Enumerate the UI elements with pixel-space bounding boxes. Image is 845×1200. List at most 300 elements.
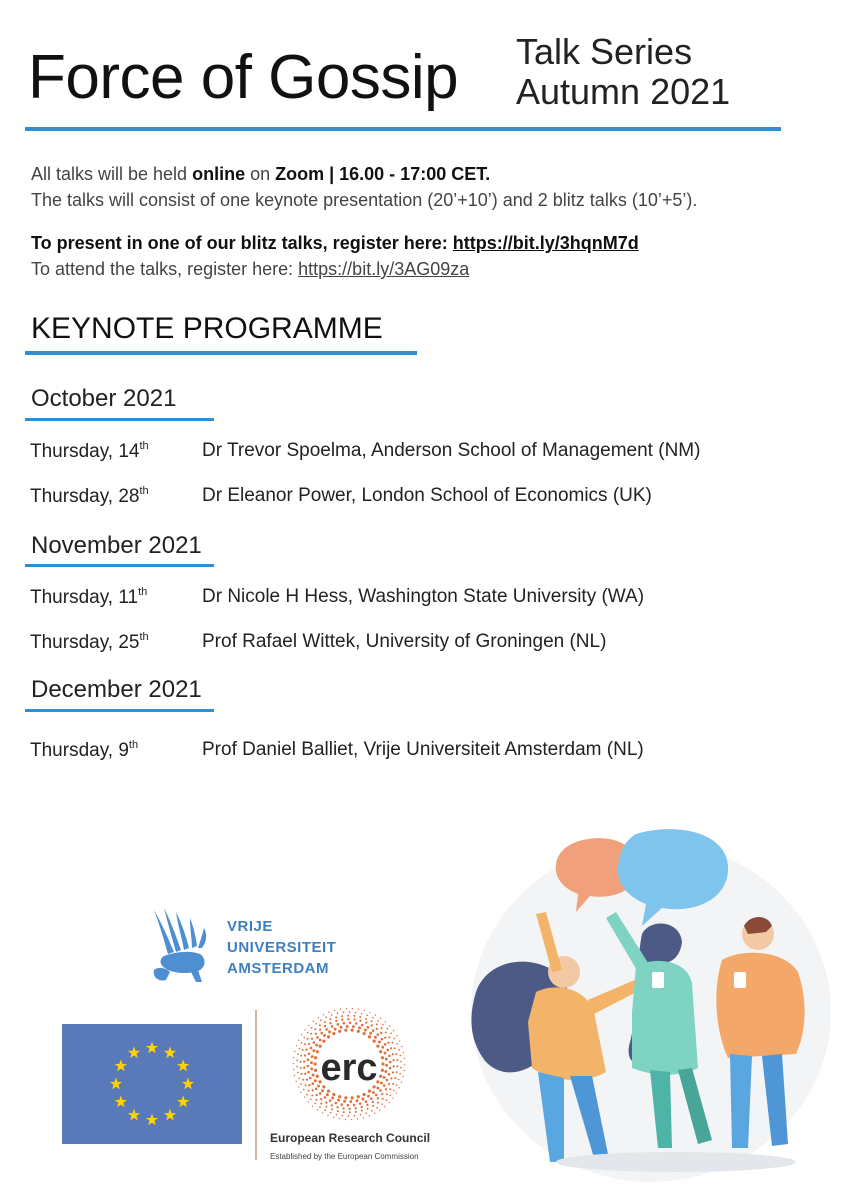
erc-dot	[390, 1033, 392, 1035]
erc-dot	[377, 1097, 379, 1099]
erc-dot	[296, 1060, 298, 1062]
erc-dot	[294, 1051, 295, 1052]
erc-dot	[385, 1032, 387, 1034]
erc-dot	[388, 1083, 390, 1085]
erc-dot	[367, 1108, 369, 1110]
erc-dot	[336, 1114, 338, 1116]
erc-dot	[358, 1009, 359, 1010]
erc-dot	[307, 1065, 310, 1068]
erc-dot	[335, 1020, 337, 1022]
erc-dot	[346, 1025, 349, 1028]
info-zoom-time: Zoom | 16.00 - 17:00 CET.	[275, 164, 491, 184]
series-line-1: Talk Series	[516, 31, 693, 72]
erc-dot	[383, 1076, 386, 1079]
vu-logo-text	[227, 916, 336, 979]
erc-dot	[359, 1102, 362, 1105]
erc-dot	[340, 1008, 341, 1009]
erc-dot	[308, 1101, 309, 1102]
erc-dot	[396, 1059, 398, 1061]
erc-dot	[391, 1042, 393, 1044]
erc-dot	[379, 1089, 382, 1092]
erc-dot	[293, 1057, 294, 1058]
erc-dot	[368, 1035, 371, 1038]
erc-dot	[377, 1020, 379, 1022]
erc-dot	[382, 1024, 384, 1026]
erc-dot	[349, 1111, 351, 1113]
erc-dot	[314, 1069, 317, 1072]
erc-dot	[349, 1022, 352, 1025]
erc-dot	[385, 1088, 387, 1090]
erc-dot	[374, 1113, 375, 1114]
erc-dot	[386, 1049, 389, 1052]
erc-dot	[369, 1032, 372, 1035]
present-register-link[interactable]: https://bit.ly/3hqnM7d	[452, 233, 639, 253]
erc-dot	[343, 1111, 345, 1113]
erc-dot	[344, 1029, 347, 1032]
talk-speaker: Dr Trevor Spoelma, Anderson School of Management (NM)	[202, 440, 701, 461]
erc-dot	[392, 1083, 394, 1085]
erc-dot	[368, 1090, 371, 1093]
erc-dot	[384, 1043, 387, 1046]
erc-dot	[324, 1109, 326, 1111]
erc-dot	[354, 1115, 356, 1117]
erc-dot	[317, 1017, 318, 1018]
erc-dot	[332, 1093, 335, 1096]
info-online: online	[192, 164, 246, 184]
erc-dot	[387, 1042, 389, 1044]
erc-dot	[393, 1059, 395, 1061]
erc-dot	[296, 1066, 298, 1068]
erc-dot	[301, 1034, 302, 1035]
erc-dot	[347, 1104, 350, 1107]
erc-dot	[307, 1071, 310, 1074]
erc-dot	[332, 1032, 335, 1035]
erc-dot	[337, 1012, 339, 1014]
talk-speaker: Dr Nicole H Hess, Washington State University (WA)	[202, 586, 645, 607]
erc-dot	[393, 1065, 395, 1067]
erc-dot	[349, 1100, 352, 1103]
vu-line: AMSTERDAM	[227, 960, 329, 977]
erc-dot	[309, 1077, 312, 1080]
erc-dot	[396, 1071, 398, 1073]
erc-dot	[363, 1117, 364, 1118]
erc-dot	[394, 1047, 396, 1049]
erc-dot	[302, 1079, 304, 1081]
erc-dot	[404, 1064, 405, 1065]
erc-dot	[304, 1073, 306, 1075]
erc-dot	[300, 1092, 301, 1093]
erc-dot	[297, 1072, 299, 1074]
erc-dot	[364, 1010, 365, 1011]
erc-dot	[384, 1106, 385, 1107]
erc-dot	[308, 1052, 311, 1055]
erc-dot	[308, 1084, 310, 1086]
erc-dot	[367, 1095, 370, 1098]
erc-dot	[306, 1094, 308, 1096]
erc-dot	[396, 1035, 397, 1036]
erc-dot	[352, 1025, 355, 1028]
present-register-text: To present in one of our blitz talks, register here:	[31, 233, 453, 253]
erc-dot	[337, 1110, 339, 1112]
erc-dot	[319, 1029, 321, 1031]
erc-dot	[313, 1062, 316, 1065]
erc-dot	[400, 1061, 402, 1063]
erc-dot	[351, 1029, 354, 1032]
erc-dot	[348, 1115, 350, 1117]
erc-dot	[388, 1073, 391, 1076]
erc-dot	[363, 1093, 366, 1096]
info-text: on	[245, 164, 276, 184]
page-title: Force of Gossip	[28, 43, 459, 112]
erc-dot	[312, 1049, 315, 1052]
erc-dot	[303, 1089, 305, 1091]
erc-dot	[337, 1023, 340, 1026]
erc-dot	[315, 1099, 317, 1101]
erc-dot	[342, 1115, 344, 1117]
erc-dot	[392, 1097, 393, 1098]
erc-dot	[331, 1096, 334, 1099]
erc-dot	[327, 1090, 330, 1093]
erc-dot	[300, 1067, 302, 1069]
erc-dot	[399, 1040, 400, 1041]
erc-dot	[312, 1082, 315, 1085]
eu-flag-icon	[62, 1024, 242, 1144]
erc-dot	[374, 1036, 377, 1039]
erc-dot	[375, 1014, 376, 1015]
erc-dot	[301, 1042, 303, 1044]
erc-dot	[400, 1067, 402, 1069]
erc-dot	[351, 1096, 354, 1099]
erc-dot	[335, 1102, 338, 1105]
erc-dot	[329, 1018, 331, 1020]
erc-dot	[396, 1043, 398, 1045]
erc-dot	[298, 1086, 299, 1087]
programme-underline	[25, 351, 417, 355]
coffee-cup-icon	[734, 972, 746, 988]
erc-dot	[380, 1018, 381, 1019]
erc-dot	[298, 1040, 299, 1041]
erc-dot	[326, 1093, 329, 1096]
erc-dot	[392, 1071, 394, 1073]
erc-dot	[349, 1011, 351, 1013]
talk-speaker: Prof Rafael Wittek, University of Groningen (NL)	[202, 631, 607, 652]
erc-dot	[381, 1093, 383, 1095]
erc-dot	[343, 1100, 346, 1103]
attend-register-text: To attend the talks, register here:	[31, 259, 299, 279]
erc-dot	[355, 1012, 357, 1014]
erc-dot	[328, 1011, 329, 1012]
erc-dot	[373, 1039, 376, 1042]
erc-dot	[334, 1010, 335, 1011]
erc-dot	[311, 1038, 313, 1040]
month-underline	[25, 564, 214, 567]
erc-dot	[329, 1022, 331, 1024]
erc-dot	[303, 1060, 305, 1062]
erc-dot	[331, 1108, 333, 1110]
erc-dot	[310, 1098, 312, 1100]
erc-dot	[389, 1067, 392, 1070]
erc-dot	[341, 1103, 344, 1106]
erc-dot	[324, 1021, 326, 1023]
vu-line: UNIVERSITEIT	[227, 939, 337, 956]
erc-dot	[370, 1097, 373, 1100]
erc-dot	[342, 1107, 344, 1109]
erc-dot	[310, 1033, 312, 1035]
month-heading-october: October 2021	[31, 385, 177, 412]
erc-dot	[388, 1055, 391, 1058]
erc-dot	[316, 1075, 319, 1078]
erc-dot	[376, 1107, 378, 1109]
erc-dot	[333, 1117, 334, 1118]
erc-dot	[361, 1106, 363, 1108]
erc-dot	[327, 1035, 330, 1038]
erc-dot	[306, 1078, 308, 1080]
erc-dot	[353, 1104, 356, 1107]
erc-dot	[378, 1041, 381, 1044]
erc-dot	[340, 1026, 343, 1029]
erc-dot	[389, 1061, 392, 1064]
erc-dot	[297, 1054, 299, 1056]
erc-dot	[404, 1070, 405, 1071]
erc-dot	[390, 1077, 392, 1079]
erc-dot	[396, 1084, 398, 1086]
erc-dot	[359, 1016, 361, 1018]
erc-dot	[325, 1101, 327, 1103]
erc-dot	[381, 1038, 384, 1041]
erc-dot	[307, 1032, 309, 1034]
erc-dot	[312, 1105, 313, 1106]
attend-register-link[interactable]: https://bit.ly/3AG09za	[298, 259, 470, 279]
people-chatting-illustration	[466, 822, 836, 1182]
erc-dot	[384, 1036, 386, 1038]
erc-dot	[401, 1046, 402, 1047]
erc-dot	[314, 1028, 316, 1030]
erc-dot	[303, 1037, 305, 1039]
erc-dot	[310, 1067, 313, 1070]
erc-dot	[355, 1022, 358, 1025]
erc-dot	[358, 1026, 361, 1029]
erc-dot	[404, 1058, 405, 1059]
erc-dot	[319, 1092, 322, 1095]
erc-dot	[319, 1038, 322, 1041]
erc-dot	[314, 1079, 317, 1082]
erc-dot	[371, 1020, 373, 1022]
erc-dot	[382, 1098, 384, 1100]
erc-dot	[381, 1062, 384, 1065]
erc-dot	[385, 1058, 388, 1061]
erc-dot	[381, 1046, 384, 1049]
erc-dot	[315, 1033, 317, 1035]
erc-dot	[294, 1075, 295, 1076]
erc-dot	[379, 1075, 382, 1078]
erc-dot	[299, 1048, 301, 1050]
erc-dot	[357, 1030, 360, 1033]
erc-dot	[323, 1014, 324, 1015]
erc-dot	[321, 1089, 324, 1092]
erc-dot	[399, 1073, 401, 1075]
erc-dot	[357, 1118, 358, 1119]
erc-dot	[325, 1016, 327, 1018]
erc-dot	[399, 1055, 401, 1057]
erc-dot	[293, 1063, 294, 1064]
erc-dot	[347, 1018, 349, 1020]
erc-dot	[377, 1033, 380, 1036]
erc-dot	[361, 1013, 363, 1015]
month-underline	[25, 418, 214, 421]
erc-dot	[322, 1112, 323, 1113]
erc-dot	[302, 1049, 304, 1051]
erc-dot	[369, 1012, 370, 1013]
erc-dot	[310, 1061, 313, 1064]
coffee-cup-icon	[652, 972, 664, 988]
erc-dot	[304, 1029, 305, 1030]
erc-dot	[388, 1102, 389, 1103]
erc-dot	[381, 1056, 384, 1059]
erc-dot	[324, 1096, 327, 1099]
info-line-2: The talks will consist of one keynote presentation (20’+10’) and 2 blitz talks (10’+5’).	[31, 190, 698, 210]
erc-dot	[295, 1081, 296, 1082]
talk-speaker: Dr Eleanor Power, London School of Economics (UK)	[202, 485, 652, 506]
erc-dot	[316, 1094, 318, 1096]
erc-dot	[355, 1107, 357, 1109]
erc-dot	[346, 1008, 347, 1009]
talk-day: Thursday, 9th	[30, 739, 139, 761]
erc-dot	[389, 1088, 391, 1090]
erc-dot	[301, 1073, 303, 1075]
erc-dot	[341, 1015, 343, 1017]
erc-dot	[316, 1050, 319, 1053]
erc-dot	[379, 1050, 382, 1053]
erc-dot	[312, 1089, 314, 1091]
erc-dot	[396, 1065, 398, 1067]
erc-dot	[390, 1047, 392, 1049]
erc-dot	[343, 1022, 346, 1025]
erc-dot	[390, 1095, 392, 1097]
info-line-4	[31, 258, 469, 280]
erc-dot	[304, 1054, 306, 1056]
erc-dot	[380, 1082, 383, 1085]
erc-dot	[329, 1099, 332, 1102]
erc-dot	[371, 1110, 373, 1112]
ground-shadow	[556, 1152, 796, 1172]
erc-dot	[320, 1032, 323, 1035]
info-line-3	[31, 232, 639, 254]
erc-dot	[308, 1025, 309, 1026]
erc-dot	[323, 1034, 326, 1037]
erc-dot	[319, 1106, 321, 1108]
erc-subtitle: Established by the European Commission	[270, 1152, 419, 1161]
erc-dot	[313, 1041, 316, 1044]
erc-dot	[366, 1014, 368, 1016]
erc-dot	[322, 1039, 325, 1042]
erc-dot	[352, 1008, 353, 1009]
erc-dot	[311, 1027, 313, 1029]
title-underline	[25, 127, 781, 131]
erc-dot	[385, 1064, 388, 1067]
erc-dot	[338, 1030, 341, 1033]
erc-dot	[365, 1100, 368, 1103]
erc-dot	[315, 1023, 317, 1025]
erc-dot	[403, 1052, 404, 1053]
erc-dot	[376, 1023, 378, 1025]
erc-dot	[380, 1032, 382, 1034]
erc-dot	[393, 1090, 395, 1092]
erc-dot	[357, 1095, 360, 1098]
erc-dot	[403, 1076, 404, 1077]
erc-dot	[303, 1067, 305, 1069]
erc-dot	[388, 1036, 390, 1038]
erc-dot	[385, 1021, 386, 1022]
erc-dot	[372, 1101, 374, 1103]
erc-dot	[300, 1061, 302, 1063]
erc-dot	[361, 1110, 363, 1112]
erc-dot	[305, 1048, 307, 1050]
erc-dot	[393, 1038, 395, 1040]
erc-dot	[347, 1015, 349, 1017]
erc-dot	[372, 1029, 375, 1032]
erc-dot	[331, 1104, 333, 1106]
erc-dot	[398, 1079, 400, 1081]
erc-dot	[365, 1018, 367, 1020]
person-right-body	[716, 953, 804, 1058]
logo-divider	[255, 1010, 257, 1160]
erc-dot	[353, 1015, 355, 1017]
erc-dot	[351, 1119, 352, 1120]
erc-dot	[300, 1083, 302, 1085]
erc-dot	[305, 1084, 307, 1086]
vu-griffin-icon	[146, 906, 220, 986]
erc-dot	[386, 1099, 388, 1101]
info-text: All talks will be held	[31, 164, 193, 184]
erc-dot	[361, 1024, 364, 1027]
erc-dot	[386, 1028, 388, 1030]
erc-dot	[320, 1098, 322, 1100]
month-heading-november: November 2021	[31, 532, 202, 559]
erc-dot	[368, 1115, 369, 1116]
erc-dot	[363, 1032, 366, 1035]
erc-dot	[384, 1070, 387, 1073]
erc-dot	[366, 1104, 368, 1106]
talk-day: Thursday, 25th	[30, 631, 149, 653]
erc-dot	[381, 1027, 383, 1029]
erc-dot	[334, 1028, 337, 1031]
erc-dot	[386, 1079, 389, 1082]
erc-mark: erc	[320, 1047, 378, 1089]
erc-dot	[310, 1047, 313, 1050]
erc-dot	[394, 1077, 396, 1079]
erc-dot	[343, 1011, 345, 1013]
erc-dot	[325, 1106, 327, 1108]
erc-dot	[308, 1043, 310, 1045]
erc-dot	[307, 1059, 310, 1062]
talk-day: Thursday, 11th	[30, 586, 148, 608]
erc-dot	[372, 1105, 374, 1107]
erc-dot	[339, 1118, 340, 1119]
erc-name: European Research Council	[270, 1131, 431, 1145]
erc-dot	[298, 1078, 300, 1080]
erc-dot	[376, 1028, 378, 1030]
erc-dot	[364, 1029, 367, 1032]
erc-dot	[401, 1081, 402, 1082]
erc-dot	[372, 1017, 374, 1019]
talk-day: Thursday, 28th	[30, 485, 149, 507]
month-heading-december: December 2021	[31, 676, 202, 703]
talk-day: Thursday, 14th	[30, 440, 149, 462]
erc-dot	[355, 1111, 357, 1113]
erc-dot	[314, 1103, 316, 1105]
erc-dot	[311, 1055, 314, 1058]
erc-dot	[353, 1018, 355, 1020]
